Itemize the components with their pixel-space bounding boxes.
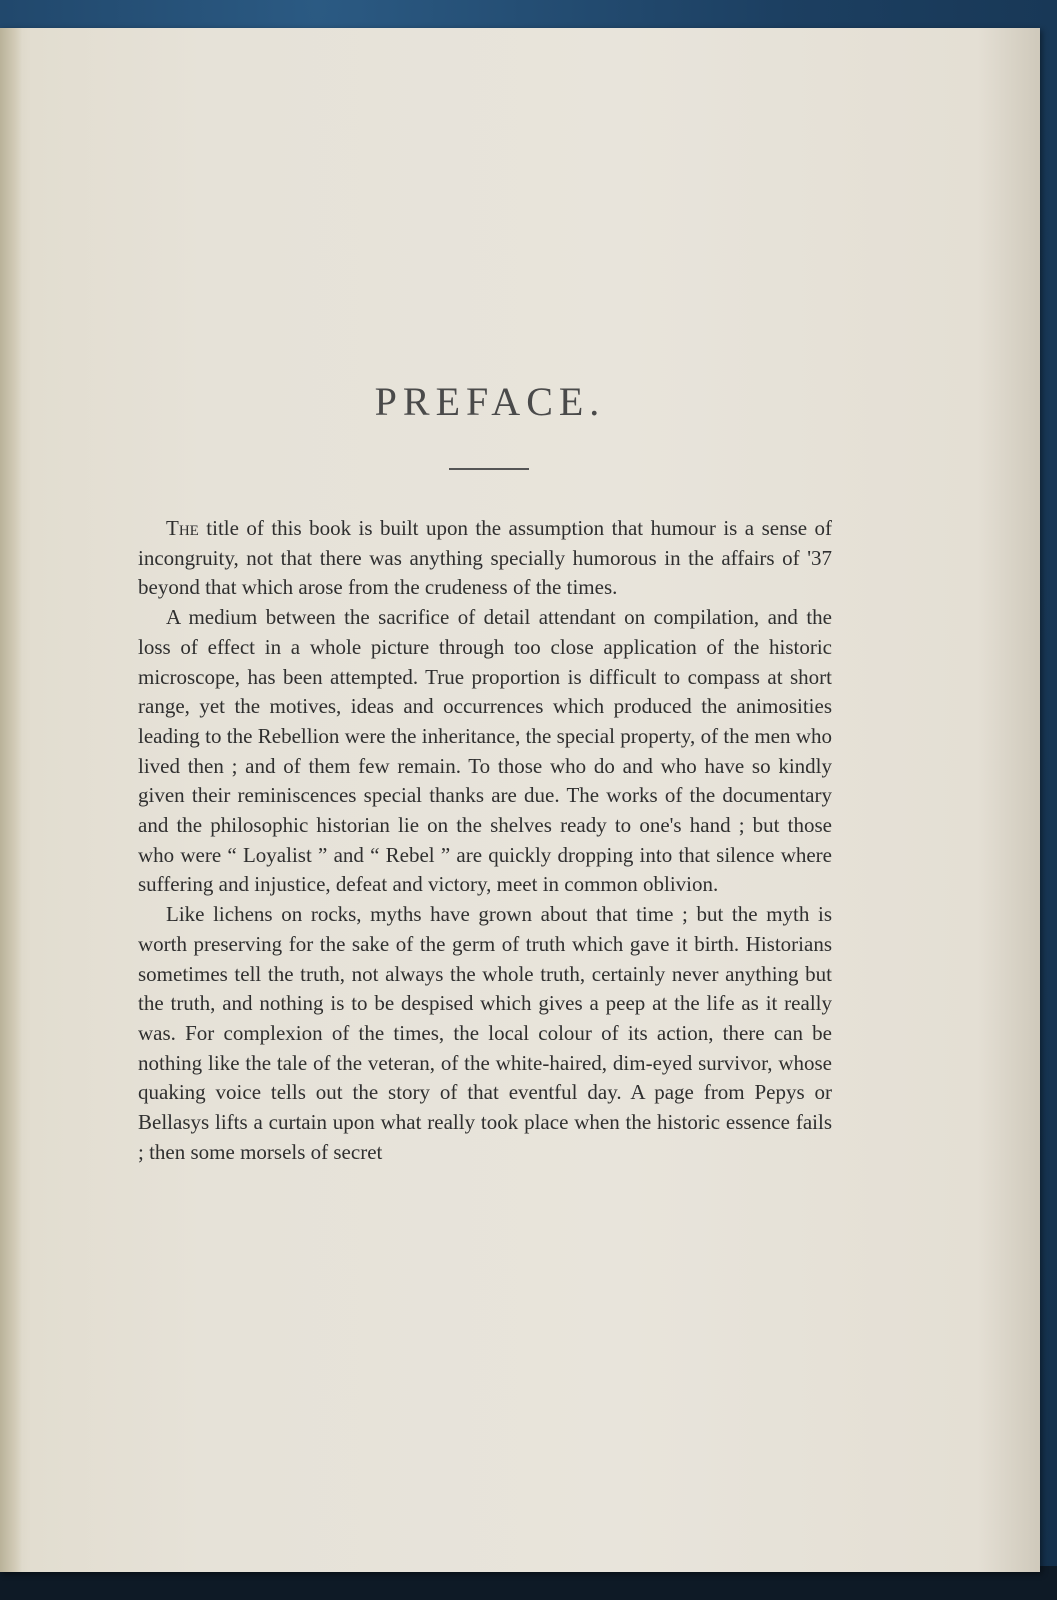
paragraph-3 [138, 900, 832, 1167]
book-page [0, 28, 1040, 1572]
paragraph-3-text: Like lichens on rocks, myths have grown about that time ; but the myth is worth preserving for the sake of the germ of truth which gave it birth. Historians sometimes tell the truth, not always the whole truth, certainly never anything but the truth, and nothing is to be despised which gives a peep at the life as it really was. For complexion of the times, the local colour of its action, there can be nothing like the tale of the veteran, of the white-haired, dim-eyed survivor, whose quaking voice tells out the story of that eventful day. A page from Pepys or Bellasys lifts a curtain upon what really took place when the historic essence fails ; then some morsels of secret [138, 902, 832, 1164]
preface-body [138, 514, 832, 1167]
paragraph-1-lead: The [166, 516, 199, 540]
page-heading: PREFACE. [374, 379, 606, 424]
heading-rule [449, 468, 529, 470]
paragraph-2 [138, 603, 832, 900]
paragraph-1-text: title of this book is built upon the assumption that humour is a sense of incongruity, not that there was anything specially humorous in the affairs of '37 beyond that which arose from the crudeness of the times. [138, 516, 832, 600]
paragraph-2-text: A medium between the sacrifice of detail attendant on compilation, and the loss of effect in a whole picture through too close application of the historic microscope, has been attempted. True proportion is difficult to compass at short range, yet the motives, ideas and occurrences which produced the animosities leading to the Rebellion were the inheritance, the special property, of the men who lived then ; and of them few remain. To those who do and who have so kindly given their reminiscences special thanks are due. The works of the documentary and the philosophic historian lie on the shelves ready to one's hand ; but those who were “ Loyalist ” and “ Rebel ” are quickly dropping into that silence where suffering and injustice, defeat and victory, meet in common oblivion. [138, 605, 832, 897]
paragraph-1 [138, 514, 832, 603]
page-gutter [0, 28, 22, 1572]
